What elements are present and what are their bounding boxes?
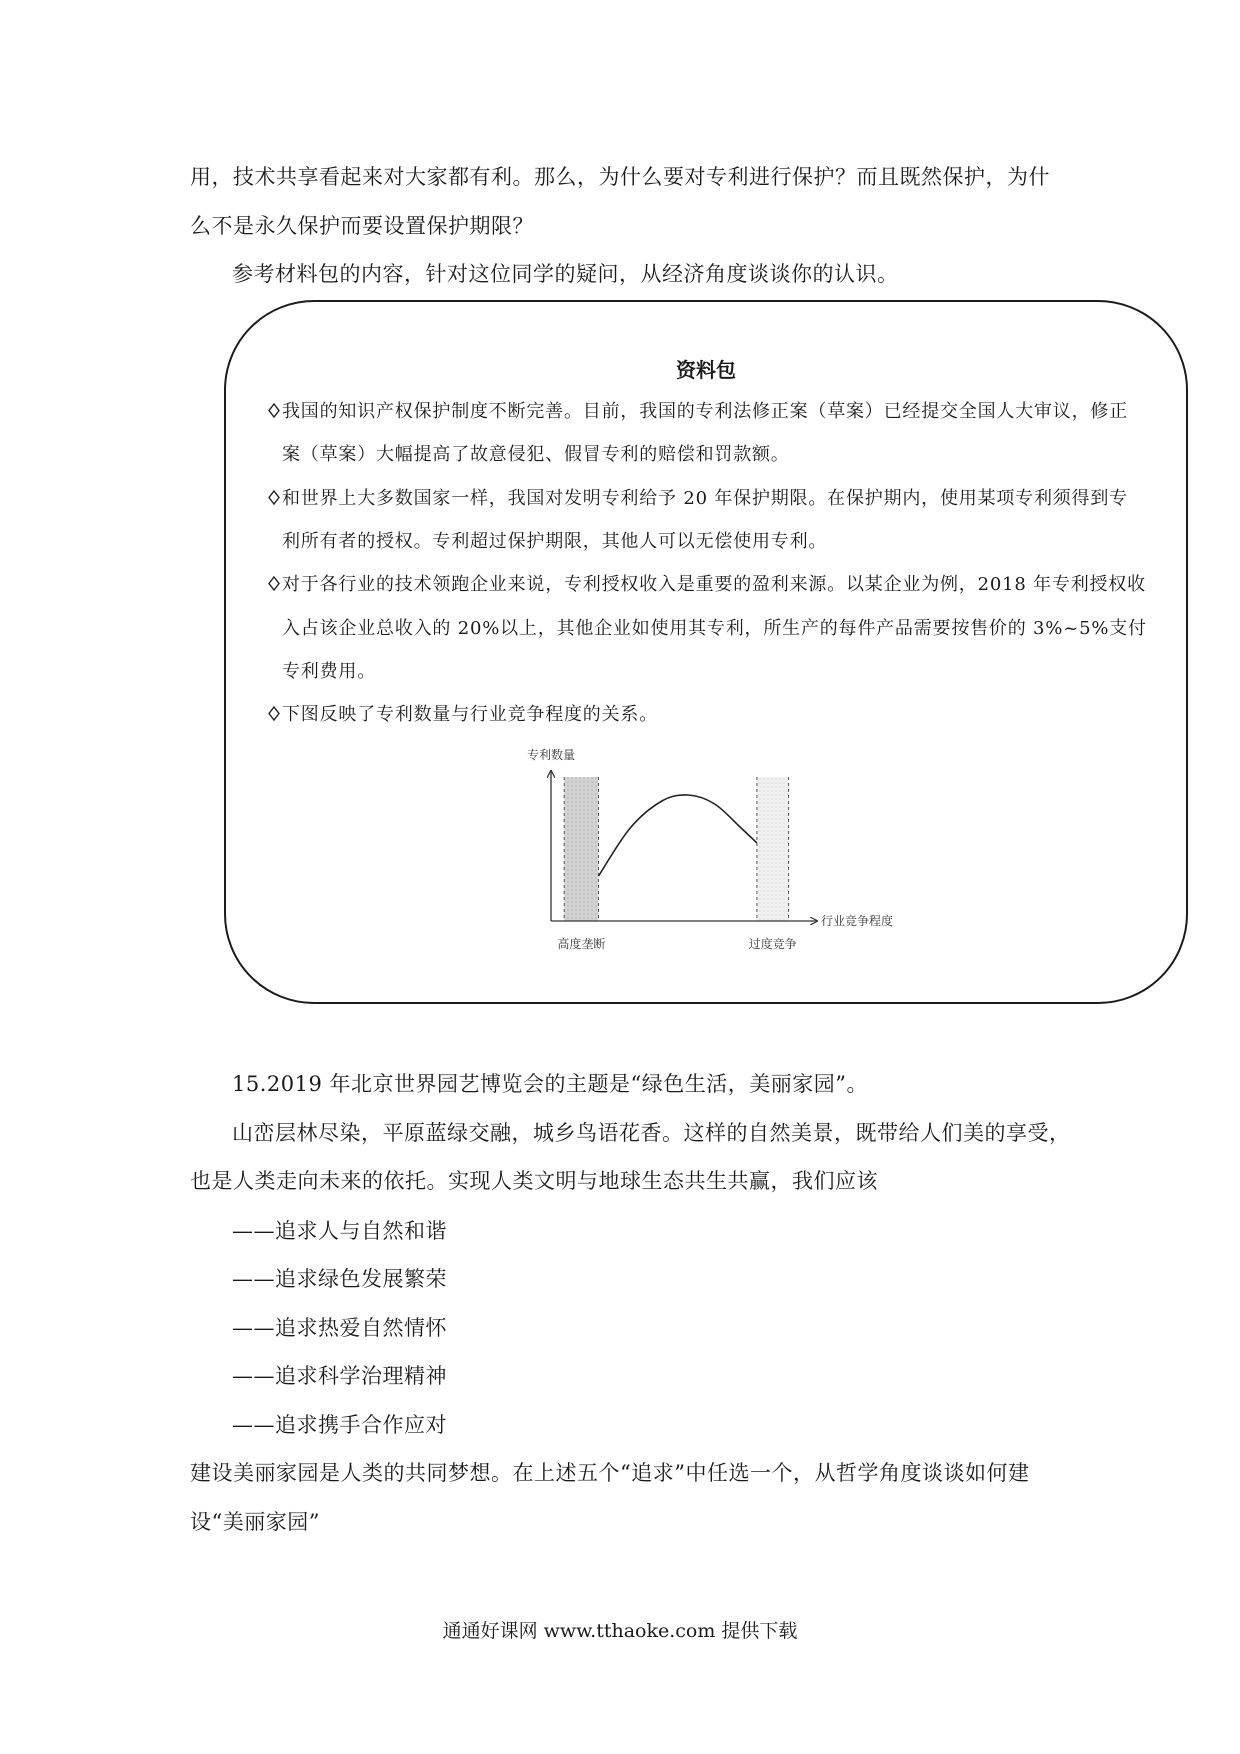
diamond-bullet-icon	[268, 403, 280, 418]
continuation-line-1: 用，技术共享看起来对大家都有利。那么，为什么要对专利进行保护？而且既然保护，为什	[190, 165, 1050, 189]
question-15-para-1: 山峦层林尽染，平原蓝绿交融，城乡鸟语花香。这样的自然美景，既带给人们美的享受，	[232, 1121, 1071, 1145]
material-box-title: 资料包	[676, 358, 736, 382]
footer-source: 通通好课网 www.tthaoke.com 提供下载	[442, 1620, 798, 1642]
pursuit-item-2: ——追求绿色发展繁荣	[232, 1267, 447, 1291]
patent-curve	[599, 795, 757, 876]
material-item-1: 我国的知识产权保护制度不断完善。目前，我国的专利法修正案（草案）已经提交全国人大审议，修正	[268, 397, 1128, 423]
question-15-task-2: 设“美丽家园”	[190, 1510, 320, 1534]
diamond-bullet-icon	[268, 706, 280, 721]
band-1	[564, 777, 598, 921]
material-item-3: 对于各行业的技术领跑企业来说，专利授权收入是重要的盈利来源。以某企业为例，2018 年专利授权收	[268, 570, 1146, 596]
material-item-2: 和世界上大多数国家一样，我国对发明专利给予 20 年保护期限。在保护期内，使用某项专利须得到专	[268, 484, 1128, 510]
material-item-1-cont: 案（草案）大幅提高了故意侵犯、假冒专利的赔偿和罚款额。	[282, 444, 790, 465]
x-axis-label: 行业竞争程度	[821, 914, 894, 928]
diamond-bullet-icon	[268, 576, 280, 591]
band-label-1: 高度垄断	[557, 937, 606, 951]
band-label-2: 过度竞争	[748, 937, 797, 951]
diamond-bullet-icon	[268, 490, 280, 505]
question-15-heading: 15.2019 年北京世界园艺博览会的主题是“绿色生活，美丽家园”。	[232, 1072, 868, 1096]
prompt-text: 参考材料包的内容，针对这位同学的疑问，从经济角度谈谈你的认识。	[232, 262, 899, 286]
material-item-2-cont: 利所有者的授权。专利超过保护期限，其他人可以无偿使用专利。	[282, 531, 828, 552]
material-item-4: 下图反映了专利数量与行业竞争程度的关系。	[268, 700, 658, 726]
material-item-3-cont: 入占该企业总收入的 20%以上，其他企业如使用其专利，所生产的每件产品需要按售价的 3%~5%支付	[282, 618, 1147, 639]
band-2	[757, 777, 789, 921]
pursuit-item-4: ——追求科学治理精神	[232, 1364, 447, 1388]
patent-competition-chart	[515, 745, 915, 955]
y-axis-label: 专利数量	[527, 748, 576, 762]
question-15-para-2: 也是人类走向未来的依托。实现人类文明与地球生态共生共赢，我们应该	[190, 1169, 878, 1193]
question-15-task-1: 建设美丽家园是人类的共同梦想。在上述五个“追求”中任选一个，从哲学角度谈谈如何建	[190, 1461, 1030, 1485]
pursuit-item-5: ——追求携手合作应对	[232, 1413, 447, 1437]
material-item-3-cont2: 专利费用。	[282, 661, 376, 682]
pursuit-item-1: ——追求人与自然和谐	[232, 1219, 447, 1243]
pursuit-item-3: ——追求热爱自然情怀	[232, 1316, 447, 1340]
continuation-line-2: 么不是永久保护而要设置保护期限？	[190, 214, 534, 238]
